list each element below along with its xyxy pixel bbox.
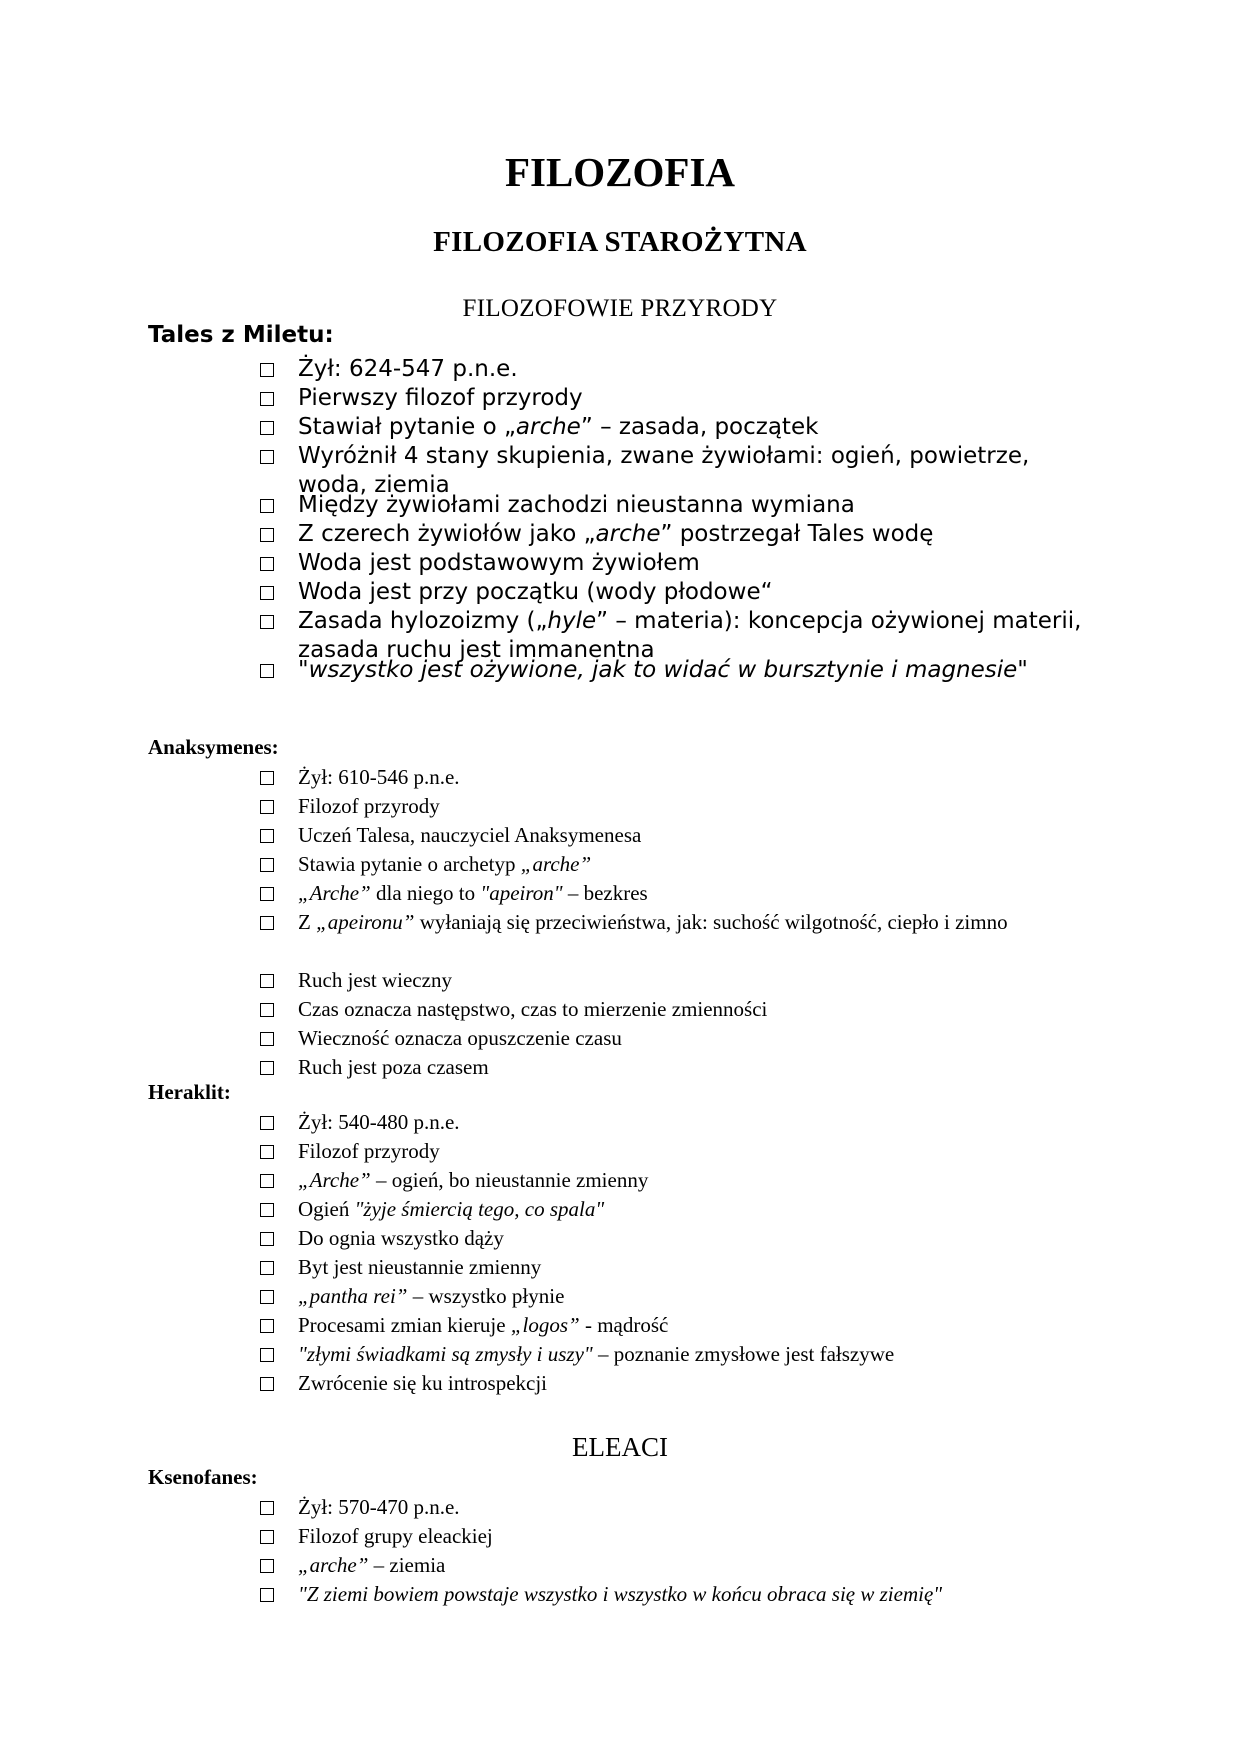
checkbox-bullet-icon [260, 800, 274, 814]
list-item-text: Stawiał pytanie o „arche” – zasada, początek [298, 414, 819, 440]
list-item-text: Filozof grupy eleackiej [298, 1524, 493, 1548]
person-heading-ksenofanes: Ksenofanes: [148, 1465, 258, 1489]
list-item-text: „Arche” dla niego to "apeiron" – bezkres [298, 881, 648, 905]
person-heading-tales: Tales z Miletu: [148, 322, 334, 348]
checkbox-bullet-icon [260, 528, 274, 542]
list-item-text: Pierwszy filozof przyrody [298, 385, 583, 411]
checkbox-bullet-icon [260, 1588, 274, 1602]
checkbox-bullet-icon [260, 1145, 274, 1159]
list-item-text: Wyróżnił 4 stany skupienia, zwane żywiołami: ogień, powietrze, woda, ziemia [298, 443, 1030, 498]
list-item-text: Ruch jest wieczny [298, 968, 452, 992]
list-item-text: Byt jest nieustannie zmienny [298, 1255, 542, 1279]
checkbox-bullet-icon [260, 887, 274, 901]
list-item-text: Zwrócenie się ku introspekcji [298, 1371, 548, 1395]
list-item-text: Między żywiołami zachodzi nieustanna wymiana [298, 492, 855, 518]
checkbox-bullet-icon [260, 392, 274, 406]
list-item-text: "wszystko jest ożywione, jak to widać w bursztynie i magnesie" [298, 657, 1028, 683]
checkbox-bullet-icon [260, 557, 274, 571]
checkbox-bullet-icon [260, 363, 274, 377]
list-item-text: Żył: 570-470 p.n.e. [298, 1495, 460, 1519]
person-heading-anaksymenes: Anaksymenes: [148, 735, 279, 759]
list-item-text: Procesami zmian kieruje „logos” - mądrość [298, 1313, 669, 1337]
list-item-text: Ruch jest poza czasem [298, 1055, 489, 1079]
checkbox-bullet-icon [260, 1116, 274, 1130]
list-item-text: "Z ziemi bowiem powstaje wszystko i wszystko w końcu obraca się w ziemię" [298, 1582, 943, 1606]
list-item-text: Z czerech żywiołów jako „arche” postrzegał Tales wodę [298, 521, 934, 547]
list-item-text: Wieczność oznacza opuszczenie czasu [298, 1026, 622, 1050]
document-title: FILOZOFIA [504, 149, 736, 195]
list-item-text: Żył: 624-547 p.n.e. [298, 356, 518, 382]
list-item-text: Woda jest podstawowym żywiołem [298, 550, 700, 576]
checkbox-bullet-icon [260, 450, 274, 464]
checkbox-bullet-icon [260, 1174, 274, 1188]
list-item-text: Stawia pytanie o archetyp „arche” [298, 852, 592, 876]
section-heading-eleaci: ELEACI [572, 1432, 668, 1462]
checkbox-bullet-icon [260, 421, 274, 435]
list-item-text: Uczeń Talesa, nauczyciel Anaksymenesa [298, 823, 642, 847]
checkbox-bullet-icon [260, 771, 274, 785]
list-item-text: Czas oznacza następstwo, czas to mierzenie zmienności [298, 997, 768, 1021]
checkbox-bullet-icon [260, 1377, 274, 1391]
checkbox-bullet-icon [260, 1348, 274, 1362]
list-item-text: Filozof przyrody [298, 1139, 440, 1163]
list-item-text: Do ognia wszystko dąży [298, 1226, 504, 1250]
list-item-text: „pantha rei” – wszystko płynie [298, 1284, 565, 1308]
checkbox-bullet-icon [260, 1559, 274, 1573]
list-item-text: Ogień "żyje śmiercią tego, co spala" [298, 1197, 605, 1221]
checkbox-bullet-icon [260, 1061, 274, 1075]
person-heading-heraklit: Heraklit: [148, 1080, 231, 1104]
list-item-text: Zasada hylozoizmy („hyle” – materia): koncepcja ożywionej materii, zasada ruchu jest immanentna [298, 608, 1082, 663]
checkbox-bullet-icon [260, 1032, 274, 1046]
checkbox-bullet-icon [260, 664, 274, 678]
list-item-text: Woda jest przy początku (wody płodowe“ [298, 579, 773, 605]
checkbox-bullet-icon [260, 1501, 274, 1515]
checkbox-bullet-icon [260, 1261, 274, 1275]
list-item-text: "złymi świadkami są zmysły i uszy" – poznanie zmysłowe jest fałszywe [298, 1342, 895, 1366]
checkbox-bullet-icon [260, 858, 274, 872]
checkbox-bullet-icon [260, 1530, 274, 1544]
checkbox-bullet-icon [260, 916, 274, 930]
checkbox-bullet-icon [260, 829, 274, 843]
checkbox-bullet-icon [260, 499, 274, 513]
checkbox-bullet-icon [260, 1319, 274, 1333]
checkbox-bullet-icon [260, 1290, 274, 1304]
list-item-text: Filozof przyrody [298, 794, 440, 818]
list-item-text: „arche” – ziemia [298, 1553, 446, 1577]
list-item-text: „Arche” – ogień, bo nieustannie zmienny [298, 1168, 649, 1192]
checkbox-bullet-icon [260, 1003, 274, 1017]
section-heading-filozofowie-przyrody: FILOZOFOWIE PRZYRODY [462, 295, 778, 322]
checkbox-bullet-icon [260, 615, 274, 629]
list-item-text: Z „apeironu” wyłaniają się przeciwieństwa, jak: suchość wilgotność, ciepło i zimno [298, 910, 1008, 934]
checkbox-bullet-icon [260, 586, 274, 600]
checkbox-bullet-icon [260, 974, 274, 988]
list-item-text: Żył: 540-480 p.n.e. [298, 1110, 460, 1134]
checkbox-bullet-icon [260, 1232, 274, 1246]
list-item-text: Żył: 610-546 p.n.e. [298, 765, 460, 789]
document-subtitle: FILOZOFIA STAROŻYTNA [433, 226, 807, 258]
checkbox-bullet-icon [260, 1203, 274, 1217]
